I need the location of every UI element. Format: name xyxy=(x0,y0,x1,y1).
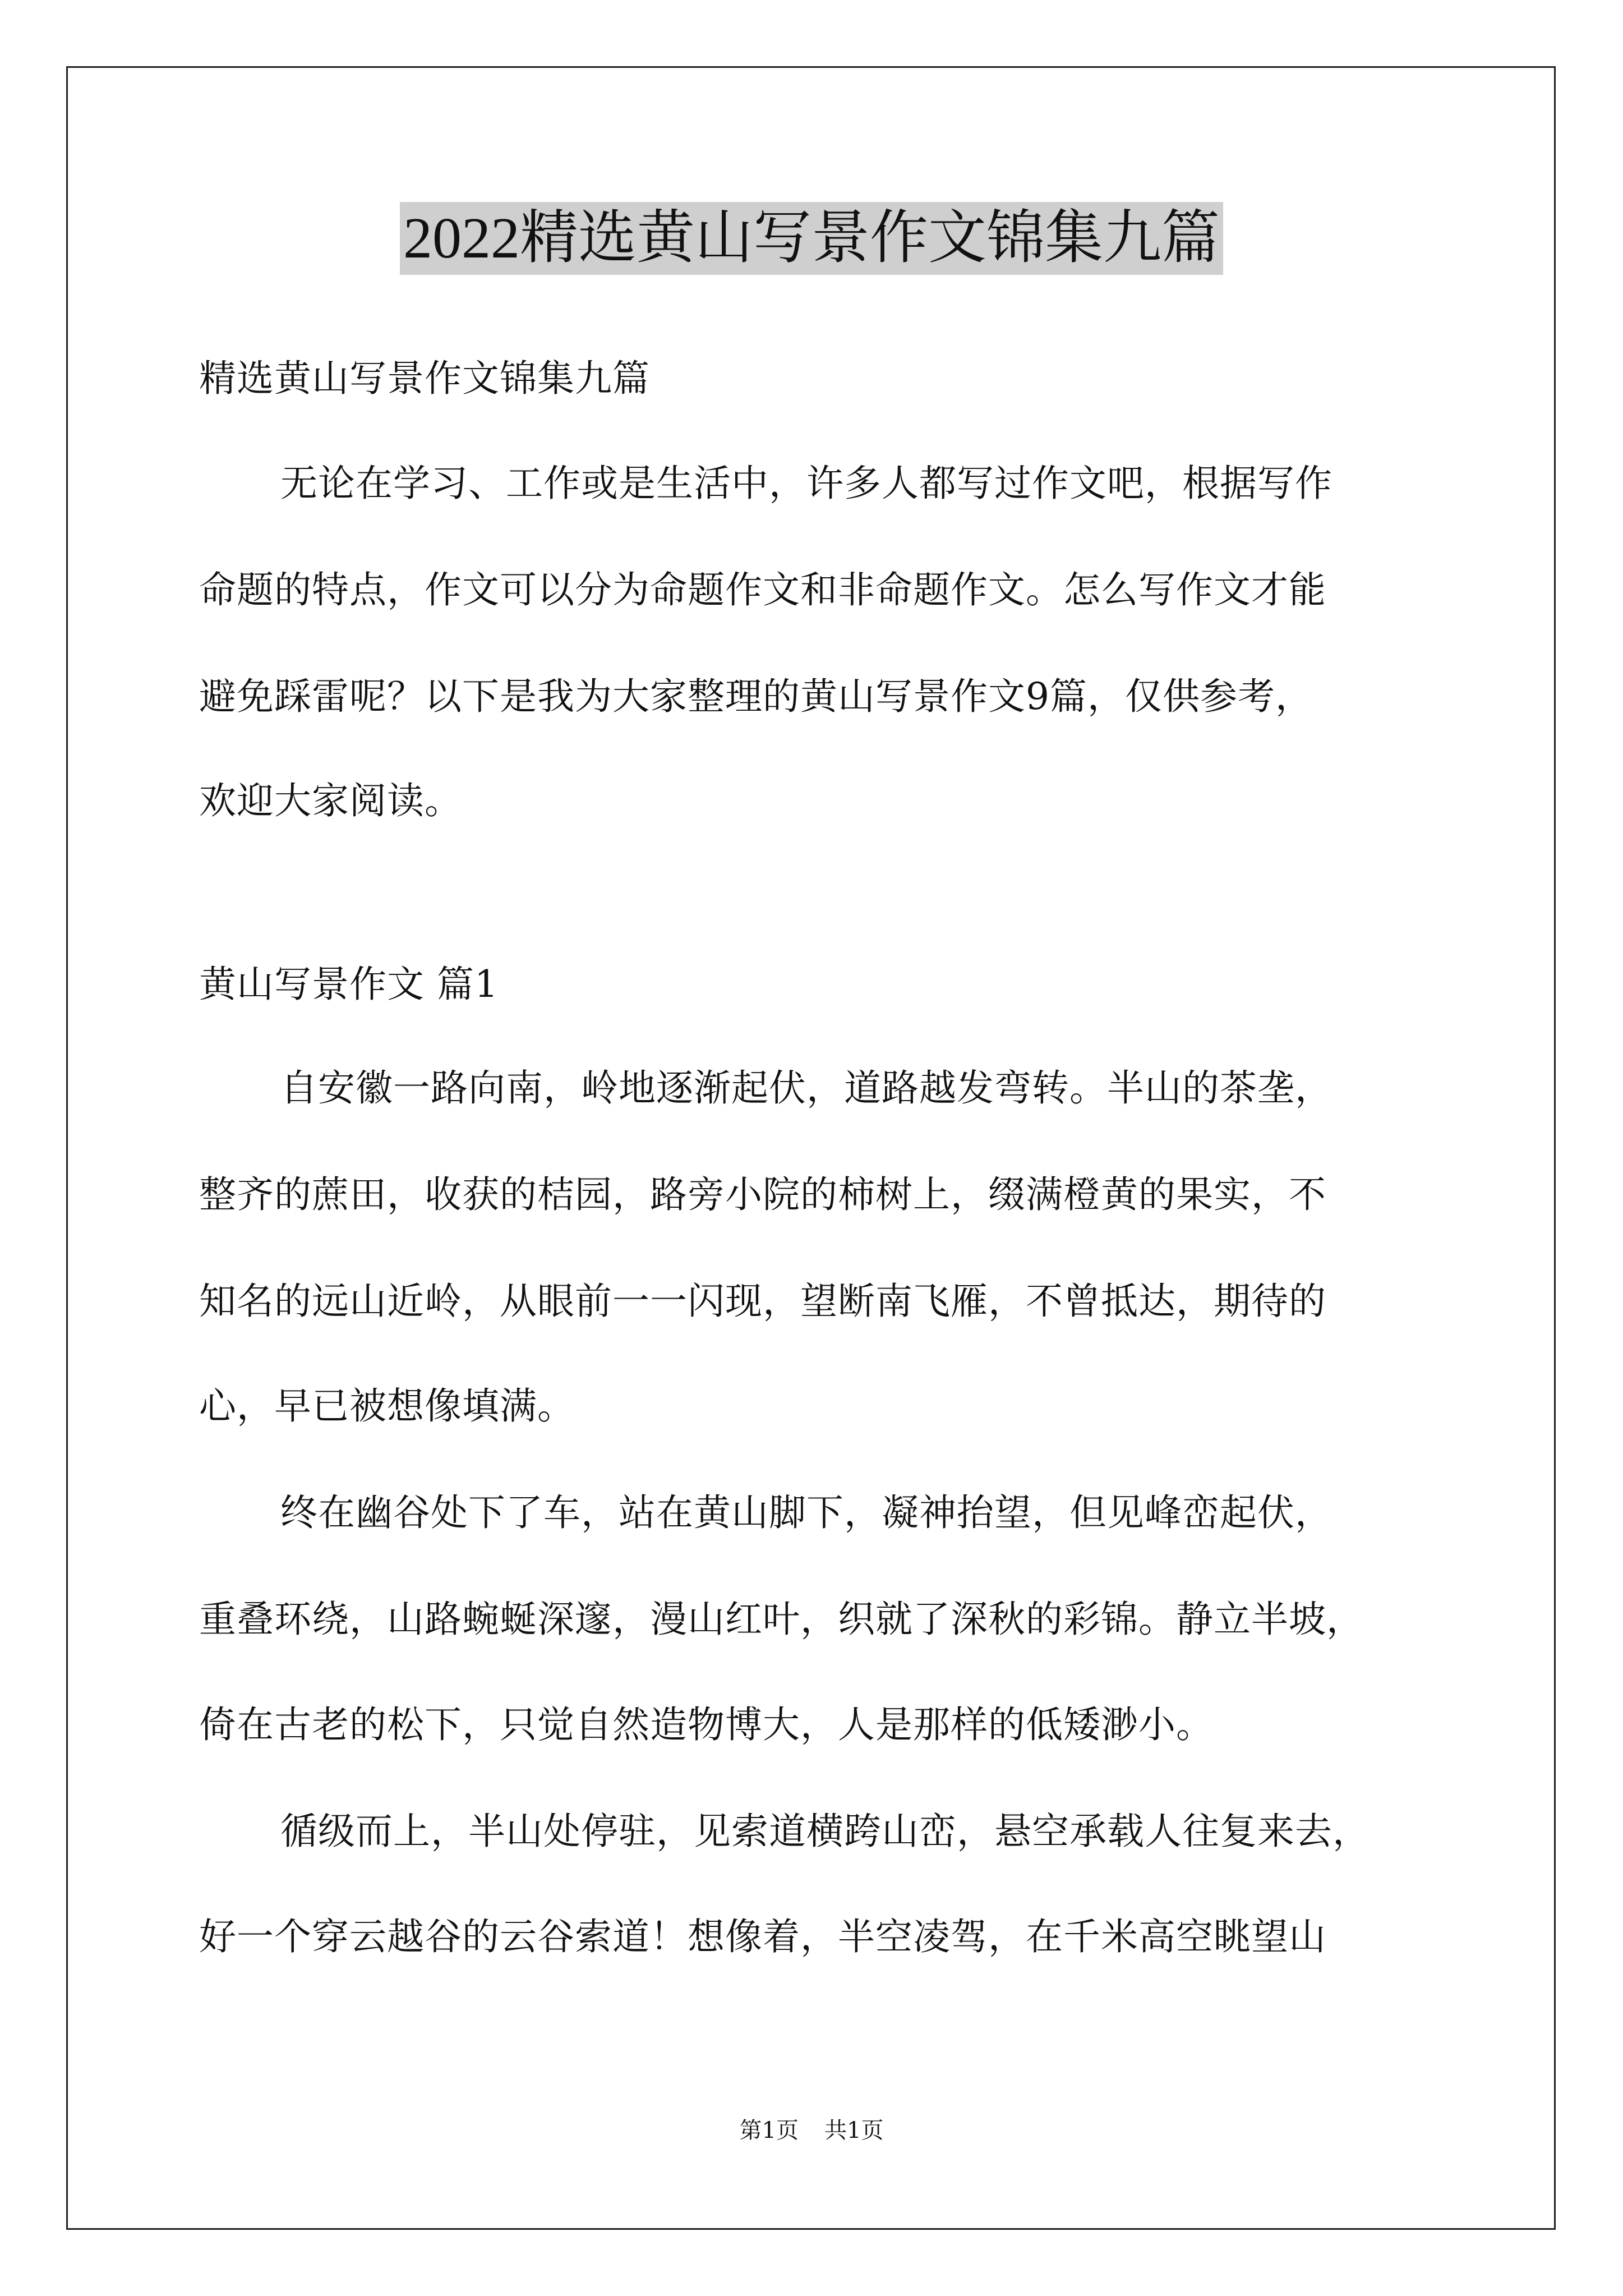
paragraph-line: 心，早已被想像填满。 xyxy=(199,1384,575,1428)
paragraph-line: 自安徽一路向南，岭地逐渐起伏，道路越发弯转。半山的茶垄， xyxy=(280,1066,1332,1110)
paragraph-line: 好一个穿云越谷的云谷索道！想像着，半空凌驾，在千米高空眺望山 xyxy=(199,1915,1326,1958)
section-heading: 黄山写景作文 篇1 xyxy=(199,963,499,1006)
paragraph-line: 循级而上，半山处停驻，见索道横跨山峦，悬空承载人往复来去， xyxy=(280,1810,1370,1853)
paragraph-line: 倚在古老的松下，只觉自然造物博大，人是那样的低矮渺小。 xyxy=(199,1703,1214,1746)
page-number-current: 第1页 xyxy=(739,2118,799,2143)
page-number-total: 共1页 xyxy=(824,2118,884,2143)
intro-line: 欢迎大家阅读。 xyxy=(199,779,462,822)
paragraph-line: 终在幽谷处下了车，站在黄山脚下，凝神抬望，但见峰峦起伏， xyxy=(280,1491,1332,1534)
document-subtitle: 精选黄山写景作文锦集九篇 xyxy=(199,357,650,400)
intro-line: 无论在学习、工作或是生活中，许多人都写过作文吧，根据写作 xyxy=(280,462,1332,505)
title-wrap xyxy=(0,202,1623,275)
intro-line: 命题的特点，作文可以分为命题作文和非命题作文。怎么写作文才能 xyxy=(199,568,1326,611)
page-footer xyxy=(0,2116,1623,2145)
intro-line: 避免踩雷呢？以下是我为大家整理的黄山写景作文9篇，仅供参考， xyxy=(199,675,1313,718)
paragraph-line: 知名的远山近岭，从眼前一一闪现，望断南飞雁，不曾抵达，期待的 xyxy=(199,1280,1326,1323)
document-title: 2022精选黄山写景作文锦集九篇 xyxy=(400,202,1223,275)
paragraph-line: 重叠环绕，山路蜿蜒深邃，漫山红叶，织就了深秋的彩锦。静立半坡， xyxy=(199,1598,1364,1641)
paragraph-line: 整齐的蔗田，收获的桔园，路旁小院的柿树上，缀满橙黄的果实，不 xyxy=(199,1173,1326,1216)
